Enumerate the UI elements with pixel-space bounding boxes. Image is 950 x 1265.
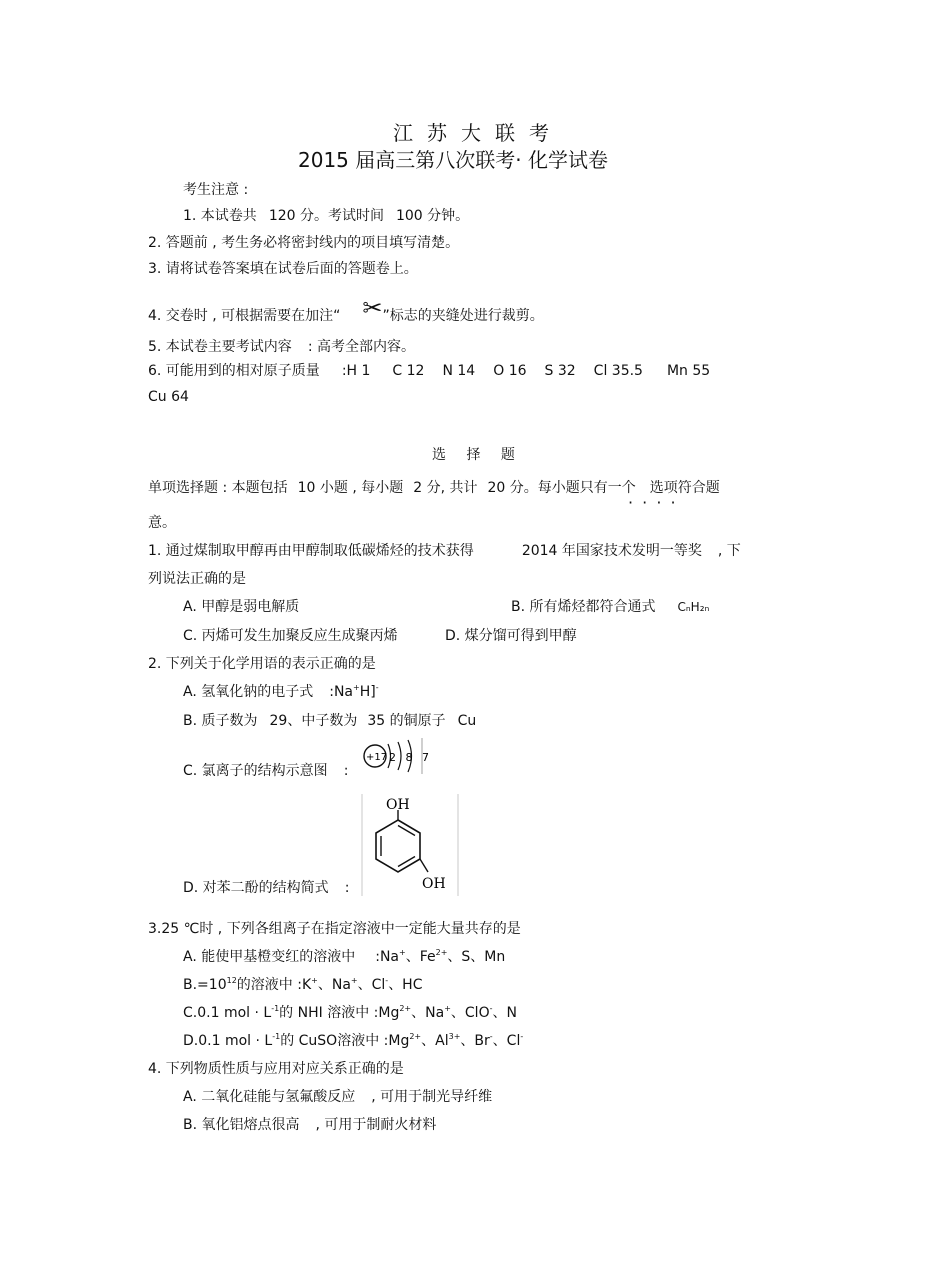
q1-text: 1. 通过煤制取甲醇再由甲醇制取低碳烯烃的技术获得 [148,543,474,559]
q4-option-b [183,1118,436,1132]
q1-option-b [511,600,709,614]
q1-text: B. 所有烯烃都符合通式 [511,599,656,615]
notice-line-5 [148,340,415,354]
q1-text: 2014 年国家技术发明一等奖 [521,543,702,559]
q4-text: , 可用于制光导纤维 [371,1089,493,1105]
intro-text: 单项选择题 : 本题包括 [148,480,288,496]
atomic-mass: S 32 [544,363,576,379]
notice-heading: 考生注意 : [183,182,249,198]
resorcinol-structure [362,794,460,896]
q3-stem: 3.25 ℃时 , 下列各组离子在指定溶液中一定能大量共存的是 [148,921,521,937]
intro-text: 2 分, 共计 [413,480,478,496]
q3-option-d: D.0.1 mol · $L^{-1}$的 CuSO溶液中 $:Mg^{2+}$、$Al^{3+}$、Br-、Cl- [183,1032,524,1049]
ion: 、Na [317,977,351,993]
q2-option-a: A. 氢氧化钠的电子式 :Na+H]- [183,683,379,700]
notice-text: 6. 可能用到的相对原子质量 [148,363,320,379]
formula: :Na [329,684,354,700]
structure-svg [362,794,460,896]
q2-text: : [343,763,349,779]
q4-option-a [183,1090,492,1104]
intro-text: 10 小题 , 每小题 [297,480,404,496]
atomic-mass: N 14 [442,363,476,379]
q3-text: D.0.1 mol · L [183,1033,273,1049]
hydroxyl-label: OH [422,876,446,892]
exam-header: 江苏大联考 [393,121,563,145]
intro-text: 选项符合题 [649,480,720,496]
q1-option-d: D. 煤分馏可得到甲醇 [445,628,577,644]
ion: 、HC [388,977,423,993]
shell-labels: 2 8 7 [389,751,432,764]
notice-text: : 高考全部内容。 [307,339,415,355]
scissors-icon: ✂ [362,294,383,322]
notice-line-2: 2. 答题前 , 考生务必将密封线内的项目填写清楚。 [148,235,460,251]
notice-line-1 [183,209,469,223]
q1-stem [148,544,741,558]
formula: CₙH₂ₙ [677,600,710,614]
exponent: 12 [226,976,237,985]
q1-stem-2: 列说法正确的是 [148,571,246,587]
q3-option-a: A. 能使甲基橙变红的溶液中 :Na+、$Fe^{2+}$、S、Mn [183,948,506,965]
ion: 、ClO [450,1005,490,1021]
section-title: 选 择 题 [432,447,523,463]
q3-option-b: $B.=10^{12}$的溶液中 :K+、Na+、Cl-、HC [183,976,423,993]
q1-text: , 下 [717,543,741,559]
notice-text: ”标志的夹缝处进行裁剪。 [382,308,544,324]
notice-text: 120 分。考试时间 [268,208,384,224]
notice-text: 100 分钟。 [395,208,470,224]
exponent: -1 [271,1004,280,1013]
q2-text: 35 的铜原子 [367,713,446,729]
ion: 、Al [421,1033,449,1049]
ion: 的 CuSO [280,1033,338,1049]
ion: 的 NHI 溶液中 :Mg [279,1005,400,1021]
q2-text: D. 对苯二酚的结构简式 [183,880,329,896]
notice-line-6b: Cu 64 [148,389,189,405]
q3-text: C.0.1 mol · L [183,1005,272,1021]
notice-line-6 [148,364,710,378]
ion: 、Cl [357,977,386,993]
q2-text: : [344,880,350,896]
ion: 的溶液中 :K [236,977,312,993]
hydroxyl-label: OH [386,797,410,813]
ion: :Na [375,949,400,965]
q4-text: , 可用于制耐火材料 [315,1117,437,1133]
ion: 、N [492,1005,517,1021]
q3-option-c: C.0.1 mol · $L^{-1}$的 NHI 溶液中 $:Mg^{2+}$、Na+、ClO-、N [183,1004,517,1021]
q2-option-d [183,881,349,895]
q4-text: B. 氧化铝熔点很高 [183,1117,300,1133]
q4-stem: 4. 下列物质性质与应用对应关系正确的是 [148,1061,404,1077]
ion: 、Na [411,1005,445,1021]
q2-text: B. 质子数为 [183,713,258,729]
q2-text: A. 氢氧化钠的电子式 [183,684,314,700]
formula: Cu [457,713,477,729]
emphasis-dots: · · · · [628,493,678,512]
atomic-mass: O 16 [493,363,527,379]
notice-text: 1. 本试卷共 [183,208,257,224]
nucleus-label: +17 [366,752,388,763]
notice-text: 5. 本试卷主要考试内容 [148,339,292,355]
q2-stem: 2. 下列关于化学用语的表示正确的是 [148,656,376,672]
ion: 、Br [460,1033,490,1049]
notice-line-3: 3. 请将试卷答案填在试卷后面的答题卷上。 [148,261,418,277]
ion: 、Fe [405,949,436,965]
atomic-mass: Mn 55 [666,363,711,379]
atomic-mass: C 12 [392,363,425,379]
intro-text: 20 分。每小题只有一个 [487,480,636,496]
section-intro-2: 意。 [148,515,176,531]
formula: H] [359,684,376,700]
q3-text: A. 能使甲基橙变红的溶液中 [183,949,356,965]
q3-text: B.=10 [183,977,227,993]
ion: 溶液中 :Mg [337,1033,410,1049]
exam-title: 2015 届高三第八次联考· 化学试卷 [298,148,608,172]
exponent: -1 [272,1032,281,1041]
q2-option-c [183,764,348,778]
atomic-mass: Cl 35.5 [593,363,643,379]
notice-text: 4. 交卷时 , 可根据需要在加注“ [148,308,341,324]
atom-structure-svg [362,736,432,776]
q1-option-c: C. 丙烯可发生加聚反应生成聚丙烯 [183,628,398,644]
notice-line-4 [148,294,544,324]
ion: 、Cl [492,1033,521,1049]
atomic-mass: :H 1 [341,363,371,379]
q2-text: 29、中子数为 [269,713,358,729]
q1-option-a: A. 甲醇是弱电解质 [183,599,300,615]
q2-text: C. 氯离子的结构示意图 [183,763,328,779]
q4-text: A. 二氧化硅能与氢氟酸反应 [183,1089,356,1105]
chloride-ion-diagram [362,736,432,776]
q2-option-b [183,714,476,728]
ion: 、S、Mn [447,949,506,965]
